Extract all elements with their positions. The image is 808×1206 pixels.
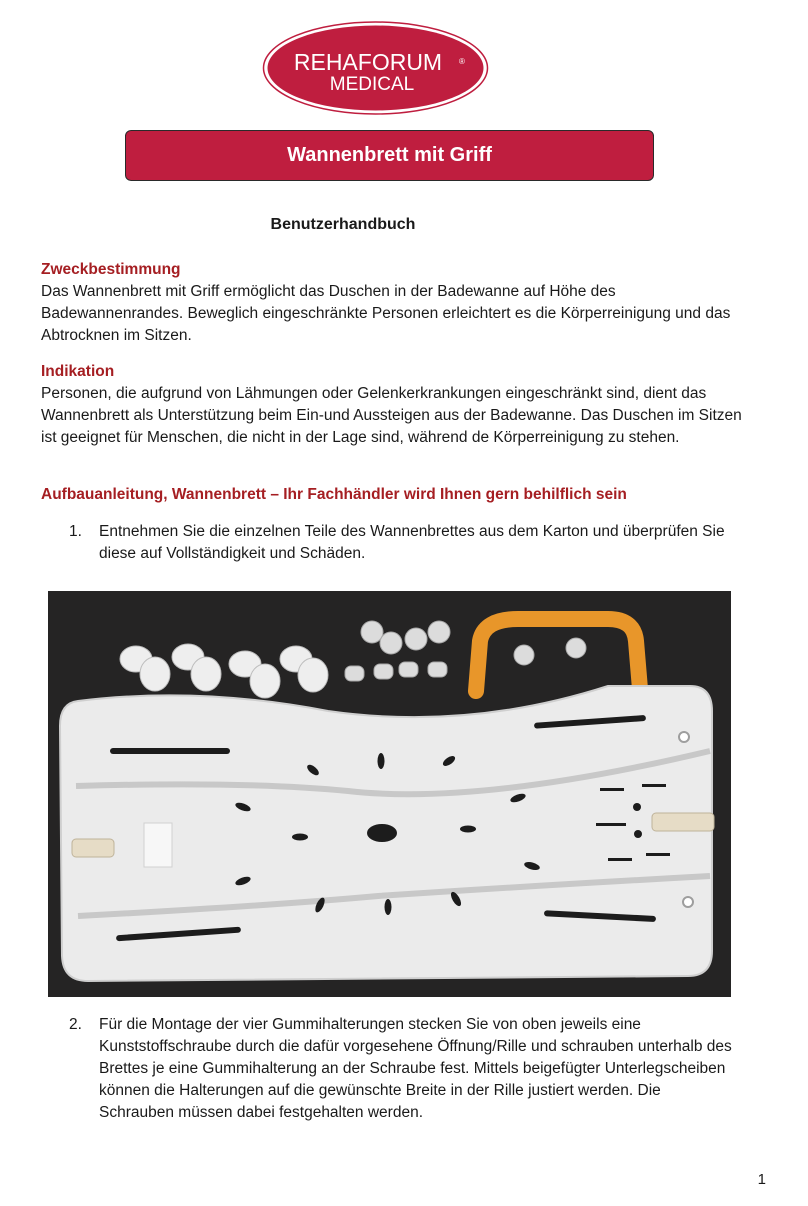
section-heading: Indikation <box>41 363 115 380</box>
paragraph-line: Das Wannenbrett mit Griff ermöglicht das Duschen in der Badewanne auf Höhe des <box>41 283 616 300</box>
page-number: 1 <box>757 1171 766 1188</box>
step-line: Kunststoffschraube durch die dafür vorgesehene Öffnung/Rille und schrauben unterhalb des <box>99 1038 732 1055</box>
logo-line2: MEDICAL <box>329 74 415 95</box>
logo-line1: REHAFORUM <box>293 49 443 75</box>
section-indikation <box>41 361 776 449</box>
paragraph-line: Wannenbrett als Unterstützung beim Ein-und Aussteigen aus der Badewanne. Das Duschen im Sitzen <box>41 407 742 424</box>
paragraph-line: Badewannenrandes. Beweglich eingeschränkte Personen erleichtert es die Körperreinigung und das <box>41 305 731 322</box>
section-heading: Zweckbestimmung <box>41 261 181 278</box>
section-zweckbestimmung <box>41 259 776 347</box>
product-photo <box>48 591 731 997</box>
step-number: 2. <box>69 1016 82 1033</box>
section-heading-aufbau: Aufbauanleitung, Wannenbrett – Ihr Fachhändler wird Ihnen gern behilflich sein <box>41 486 627 503</box>
step-line: Entnehmen Sie die einzelnen Teile des Wannenbrettes aus dem Karton und überprüfen Sie <box>99 523 725 540</box>
step-line: Brettes je eine Gummihalterung an der Schraube fest. Mittels beigefügter Unterlegscheiben <box>99 1060 726 1077</box>
rehaforum-logo <box>262 20 489 116</box>
step-1 <box>41 521 776 565</box>
paragraph-line: ist geeignet für Menschen, die nicht in der Lage sind, während de Körperreinigung zu stehen. <box>41 429 680 446</box>
step-line: Für die Montage der vier Gummihalterungen stecken Sie von oben jeweils eine <box>99 1016 641 1033</box>
step-line: können die Halterungen auf die gewünschte Breite in der Rille justiert werden. Die <box>99 1082 661 1099</box>
document-title: Wannenbrett mit Griff <box>125 130 654 181</box>
step-number: 1. <box>69 523 82 540</box>
logo-registered: ® <box>459 57 465 66</box>
step-line: diese auf Vollständigkeit und Schäden. <box>99 545 366 562</box>
step-2 <box>41 1014 776 1124</box>
paragraph-line: Abtrocknen im Sitzen. <box>41 327 192 344</box>
step-line: Schrauben müssen dabei festgehalten werden. <box>99 1104 423 1121</box>
document-subtitle: Benutzerhandbuch <box>270 216 416 233</box>
paragraph-line: Personen, die aufgrund von Lähmungen oder Gelenkerkrankungen eingeschränkt sind, dient das <box>41 385 707 402</box>
